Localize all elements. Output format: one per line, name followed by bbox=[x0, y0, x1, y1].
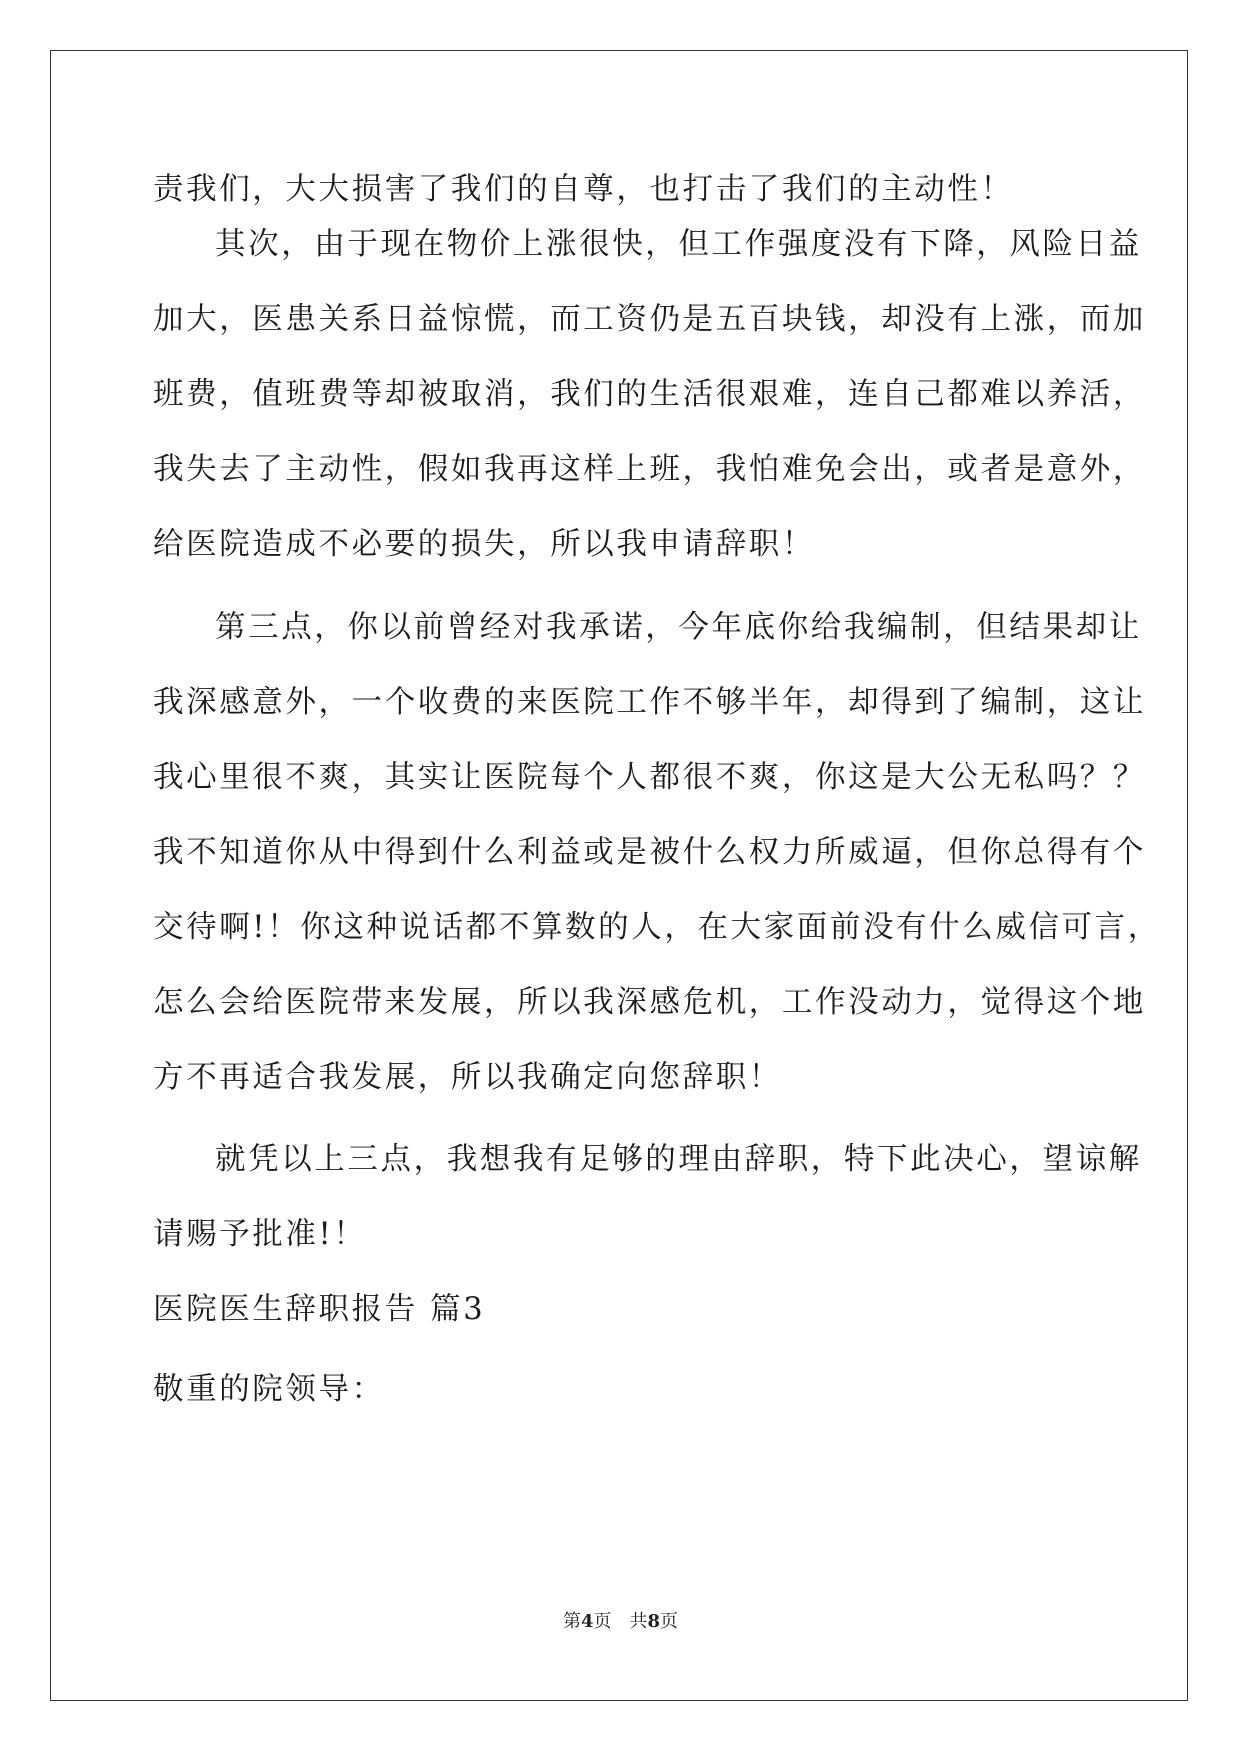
body-line-6: 给医院造成不必要的损失，所以我申请辞职！ bbox=[153, 527, 815, 562]
page-current-suffix: 页 bbox=[593, 1611, 612, 1632]
body-line-14: 就凭以上三点，我想我有足够的理由辞职，特下此决心，望谅解 bbox=[215, 1142, 1142, 1177]
page-current: 4 bbox=[580, 1611, 594, 1632]
body-line-11: 交待啊!！你这种说话都不算数的人，在大家面前没有什么威信可言， bbox=[153, 910, 1161, 945]
body-line-4: 班费，值班费等却被取消，我们的生活很艰难，连自己都难以养活， bbox=[153, 377, 1146, 412]
body-line-10: 我不知道你从中得到什么利益或是被什么权力所威逼，但你总得有个 bbox=[153, 835, 1146, 870]
page-prefix: 第 bbox=[562, 1611, 581, 1632]
body-line-8: 我深感意外，一个收费的来医院工作不够半年，却得到了编制，这让 bbox=[153, 685, 1146, 720]
body-line-13: 方不再适合我发展，所以我确定向您辞职！ bbox=[153, 1060, 782, 1095]
page-footer bbox=[0, 1610, 1241, 1634]
body-line-7: 第三点，你以前曾经对我承诺，今年底你给我编制，但结果却让 bbox=[215, 610, 1142, 645]
body-line-9: 我心里很不爽，其实让医院每个人都很不爽，你这是大公无私吗？？ bbox=[153, 760, 1146, 795]
body-line-1: 责我们，大大损害了我们的自尊，也打击了我们的主动性！ bbox=[153, 172, 1014, 207]
body-line-2: 其次，由于现在物价上涨很快，但工作强度没有下降，风险日益 bbox=[215, 227, 1142, 262]
body-line-5: 我失去了主动性，假如我再这样上班，我怕难免会出，或者是意外， bbox=[153, 452, 1146, 487]
body-line-12: 怎么会给医院带来发展，所以我深感危机，工作没动力，觉得这个地 bbox=[153, 985, 1146, 1020]
body-line-15: 请赐予批准!！ bbox=[153, 1217, 367, 1252]
salutation: 敬重的院领导： bbox=[153, 1372, 385, 1407]
body-line-3: 加大，医患关系日益惊慌，而工资仍是五百块钱，却没有上涨，而加 bbox=[153, 302, 1146, 337]
page-border bbox=[50, 50, 1188, 1701]
total-suffix: 页 bbox=[660, 1611, 679, 1632]
section-heading: 医院医生辞职报告 篇3 bbox=[153, 1292, 486, 1327]
page-total: 8 bbox=[647, 1611, 661, 1632]
total-prefix: 共 bbox=[629, 1611, 648, 1632]
